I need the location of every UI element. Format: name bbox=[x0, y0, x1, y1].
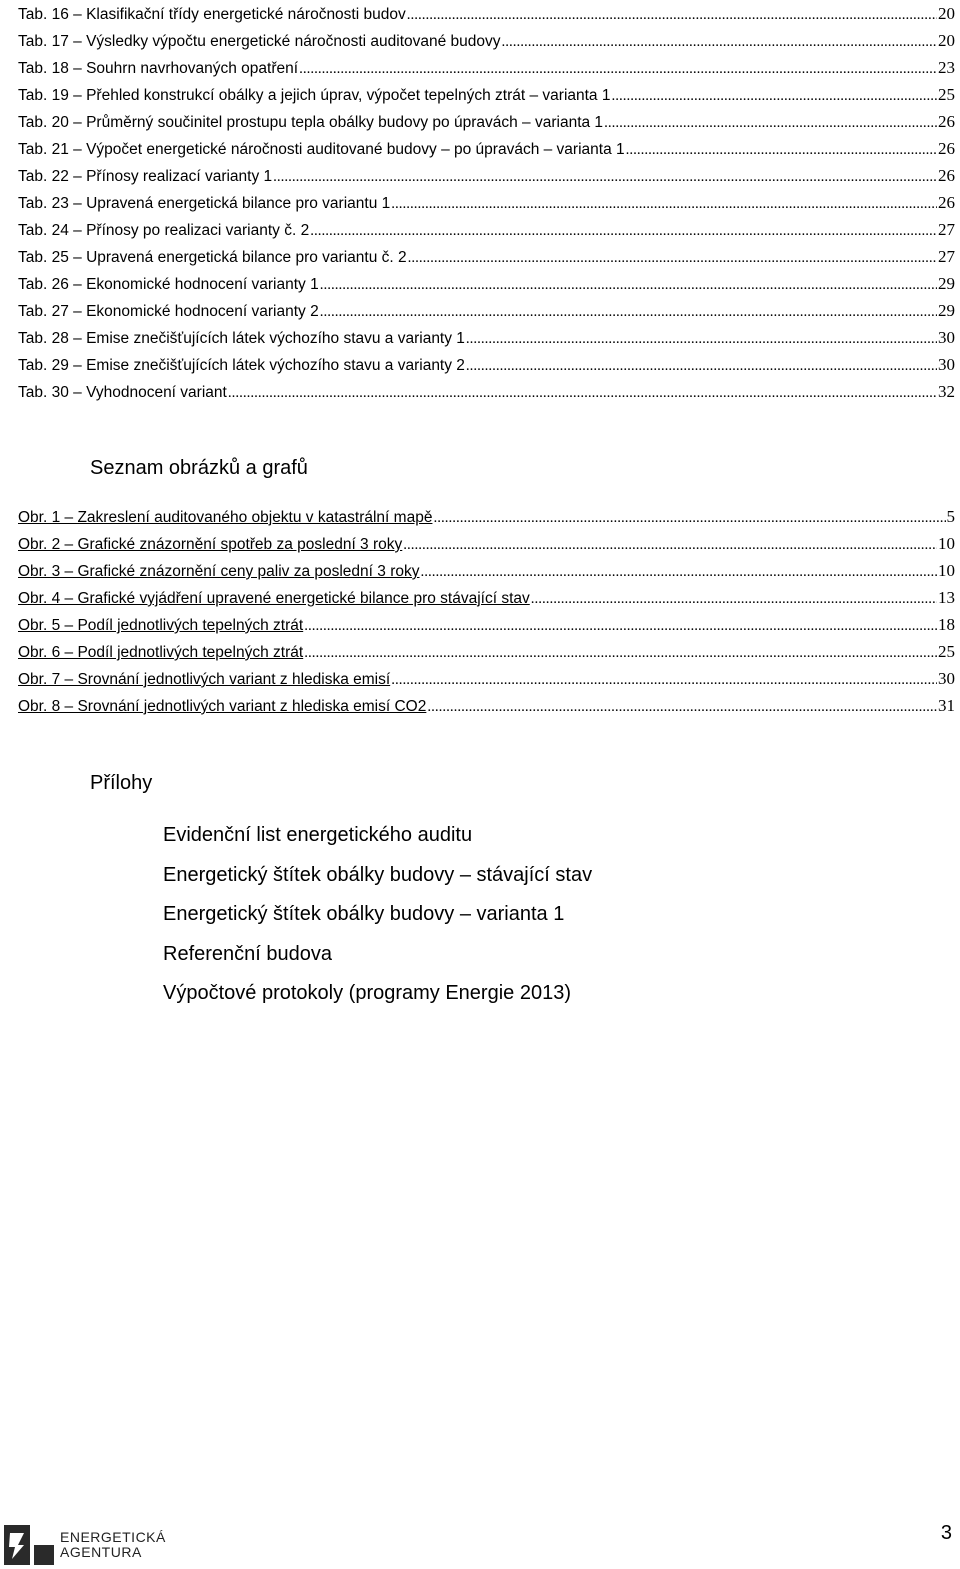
table-entry[interactable] bbox=[18, 216, 955, 243]
page-number: 3 bbox=[940, 1522, 952, 1544]
entry-page-number: 26 bbox=[938, 139, 955, 158]
figure-entry[interactable] bbox=[18, 638, 955, 665]
entry-page-number: 26 bbox=[938, 166, 955, 185]
figures-heading: Seznam obrázků a grafů bbox=[90, 457, 308, 479]
footer-logo bbox=[4, 1525, 166, 1565]
dot-leader bbox=[421, 559, 938, 586]
entry-title: Obr. 1 – Zakreslení auditovaného objektu v katastrální mapě bbox=[18, 509, 433, 526]
dot-leader bbox=[391, 191, 937, 218]
entry-page-number: 10 bbox=[938, 561, 955, 580]
entry-page-number: 23 bbox=[938, 58, 955, 77]
dot-leader bbox=[502, 29, 937, 56]
dot-leader bbox=[391, 667, 937, 694]
entry-page-number: 27 bbox=[938, 247, 955, 266]
dot-leader bbox=[320, 272, 937, 299]
dot-leader bbox=[466, 353, 937, 380]
entry-title: Obr. 6 – Podíl jednotlivých tepelných ztrát bbox=[18, 644, 304, 661]
appendix-heading: Přílohy bbox=[90, 772, 153, 794]
figure-entry[interactable] bbox=[18, 665, 955, 692]
entry-page-number: 26 bbox=[938, 193, 955, 212]
table-entry[interactable] bbox=[18, 81, 955, 108]
dot-leader bbox=[604, 110, 937, 137]
table-entry[interactable] bbox=[18, 324, 955, 351]
table-entry[interactable] bbox=[18, 297, 955, 324]
entry-title: Tab. 24 – Přínosy po realizaci varianty č. 2 bbox=[18, 222, 310, 239]
entry-page-number: 32 bbox=[938, 382, 955, 401]
entry-title: Obr. 7 – Srovnání jednotlivých variant z hlediska emisí bbox=[18, 671, 391, 688]
figure-entry[interactable] bbox=[18, 692, 955, 719]
appendix-item: Výpočtové protokoly (programy Energie 2013) bbox=[163, 982, 571, 1004]
figure-entry[interactable] bbox=[18, 611, 955, 638]
figure-entry[interactable] bbox=[18, 584, 955, 611]
entry-title: Tab. 29 – Emise znečišťujících látek výchozího stavu a varianty 2 bbox=[18, 357, 465, 374]
entry-page-number: 5 bbox=[946, 507, 955, 526]
appendix-item: Evidenční list energetického auditu bbox=[163, 824, 473, 846]
entry-title: Tab. 17 – Výsledky výpočtu energetické náročnosti auditované budovy bbox=[18, 33, 501, 50]
appendix-item: Energetický štítek obálky budovy – varianta 1 bbox=[163, 903, 565, 925]
entry-title: Tab. 22 – Přínosy realizací varianty 1 bbox=[18, 168, 273, 185]
dot-leader bbox=[531, 586, 937, 613]
appendix-item: Energetický štítek obálky budovy – stávající stav bbox=[163, 863, 593, 886]
entry-page-number: 31 bbox=[938, 696, 955, 715]
entry-title: Tab. 23 – Upravená energetická bilance pro variantu 1 bbox=[18, 195, 391, 212]
entry-page-number: 10 bbox=[938, 534, 955, 553]
entry-title: Obr. 5 – Podíl jednotlivých tepelných ztrát bbox=[18, 617, 304, 634]
dot-leader bbox=[408, 245, 937, 272]
table-entry[interactable] bbox=[18, 189, 955, 216]
entry-title: Obr. 2 – Grafické znázornění spotřeb za poslední 3 roky bbox=[18, 536, 403, 553]
dot-leader bbox=[427, 694, 937, 721]
table-entry[interactable] bbox=[18, 270, 955, 297]
dot-leader bbox=[407, 2, 937, 29]
entry-page-number: 25 bbox=[938, 85, 955, 104]
dot-leader bbox=[299, 56, 937, 83]
dot-leader bbox=[611, 83, 937, 110]
entry-page-number: 25 bbox=[938, 642, 955, 661]
entry-page-number: 27 bbox=[938, 220, 955, 239]
dot-leader bbox=[304, 613, 937, 640]
entry-title: Tab. 21 – Výpočet energetické náročnosti auditované budovy – po úpravách – varianta 1 bbox=[18, 141, 625, 158]
appendix-item: Referenční budova bbox=[163, 942, 333, 965]
dot-leader bbox=[466, 326, 937, 353]
entry-title: Tab. 28 – Emise znečišťujících látek výchozího stavu a varianty 1 bbox=[18, 330, 465, 347]
dot-leader bbox=[433, 505, 945, 532]
table-list bbox=[18, 0, 955, 405]
entry-title: Tab. 20 – Průměrný součinitel prostupu tepla obálky budovy po úpravách – varianta 1 bbox=[18, 114, 604, 131]
table-entry[interactable] bbox=[18, 162, 955, 189]
dot-leader bbox=[320, 299, 937, 326]
table-entry[interactable] bbox=[18, 378, 955, 405]
table-entry[interactable] bbox=[18, 0, 955, 27]
dot-leader bbox=[310, 218, 937, 245]
entry-title: Obr. 3 – Grafické znázornění ceny paliv za poslední 3 roky bbox=[18, 563, 420, 580]
figure-entry[interactable] bbox=[18, 503, 955, 530]
dot-leader bbox=[228, 380, 937, 407]
entry-title: Tab. 25 – Upravená energetická bilance pro variantu č. 2 bbox=[18, 249, 407, 266]
appendix-list bbox=[163, 817, 592, 1015]
entry-page-number: 13 bbox=[938, 588, 955, 607]
figure-list bbox=[18, 503, 955, 719]
entry-title: Tab. 30 – Vyhodnocení variant bbox=[18, 384, 227, 401]
entry-title: Tab. 27 – Ekonomické hodnocení varianty 2 bbox=[18, 303, 319, 320]
entry-title: Tab. 19 – Přehled konstrukcí obálky a jejich úprav, výpočet tepelných ztrát – varianta 1 bbox=[18, 87, 611, 104]
entry-page-number: 18 bbox=[938, 615, 955, 634]
dot-leader bbox=[304, 640, 937, 667]
table-entry[interactable] bbox=[18, 351, 955, 378]
entry-page-number: 20 bbox=[938, 31, 955, 50]
table-entry[interactable] bbox=[18, 54, 955, 81]
energeticka-agentura-logo-icon bbox=[4, 1525, 54, 1565]
entry-page-number: 30 bbox=[938, 669, 955, 688]
logo-line-2: AGENTURA bbox=[60, 1544, 142, 1560]
entry-page-number: 30 bbox=[938, 328, 955, 347]
figure-entry[interactable] bbox=[18, 557, 955, 584]
entry-title: Tab. 18 – Souhrn navrhovaných opatření bbox=[18, 60, 299, 77]
logo-line-1: ENERGETICKÁ bbox=[60, 1529, 166, 1545]
entry-page-number: 26 bbox=[938, 112, 955, 131]
entry-title: Tab. 26 – Ekonomické hodnocení varianty 1 bbox=[18, 276, 319, 293]
entry-title: Tab. 16 – Klasifikační třídy energetické náročnosti budov bbox=[18, 6, 406, 23]
figure-entry[interactable] bbox=[18, 530, 955, 557]
entry-page-number: 20 bbox=[938, 4, 955, 23]
dot-leader bbox=[403, 532, 937, 559]
dot-leader bbox=[626, 137, 937, 164]
entry-title: Obr. 4 – Grafické vyjádření upravené energetické bilance pro stávající stav bbox=[18, 590, 530, 607]
table-entry[interactable] bbox=[18, 135, 955, 162]
entry-page-number: 29 bbox=[938, 301, 955, 320]
table-entry[interactable] bbox=[18, 108, 955, 135]
table-entry[interactable] bbox=[18, 27, 955, 54]
entry-title: Obr. 8 – Srovnání jednotlivých variant z hlediska emisí CO2 bbox=[18, 698, 427, 715]
entry-page-number: 29 bbox=[938, 274, 955, 293]
entry-page-number: 30 bbox=[938, 355, 955, 374]
table-entry[interactable] bbox=[18, 243, 955, 270]
dot-leader bbox=[273, 164, 937, 191]
